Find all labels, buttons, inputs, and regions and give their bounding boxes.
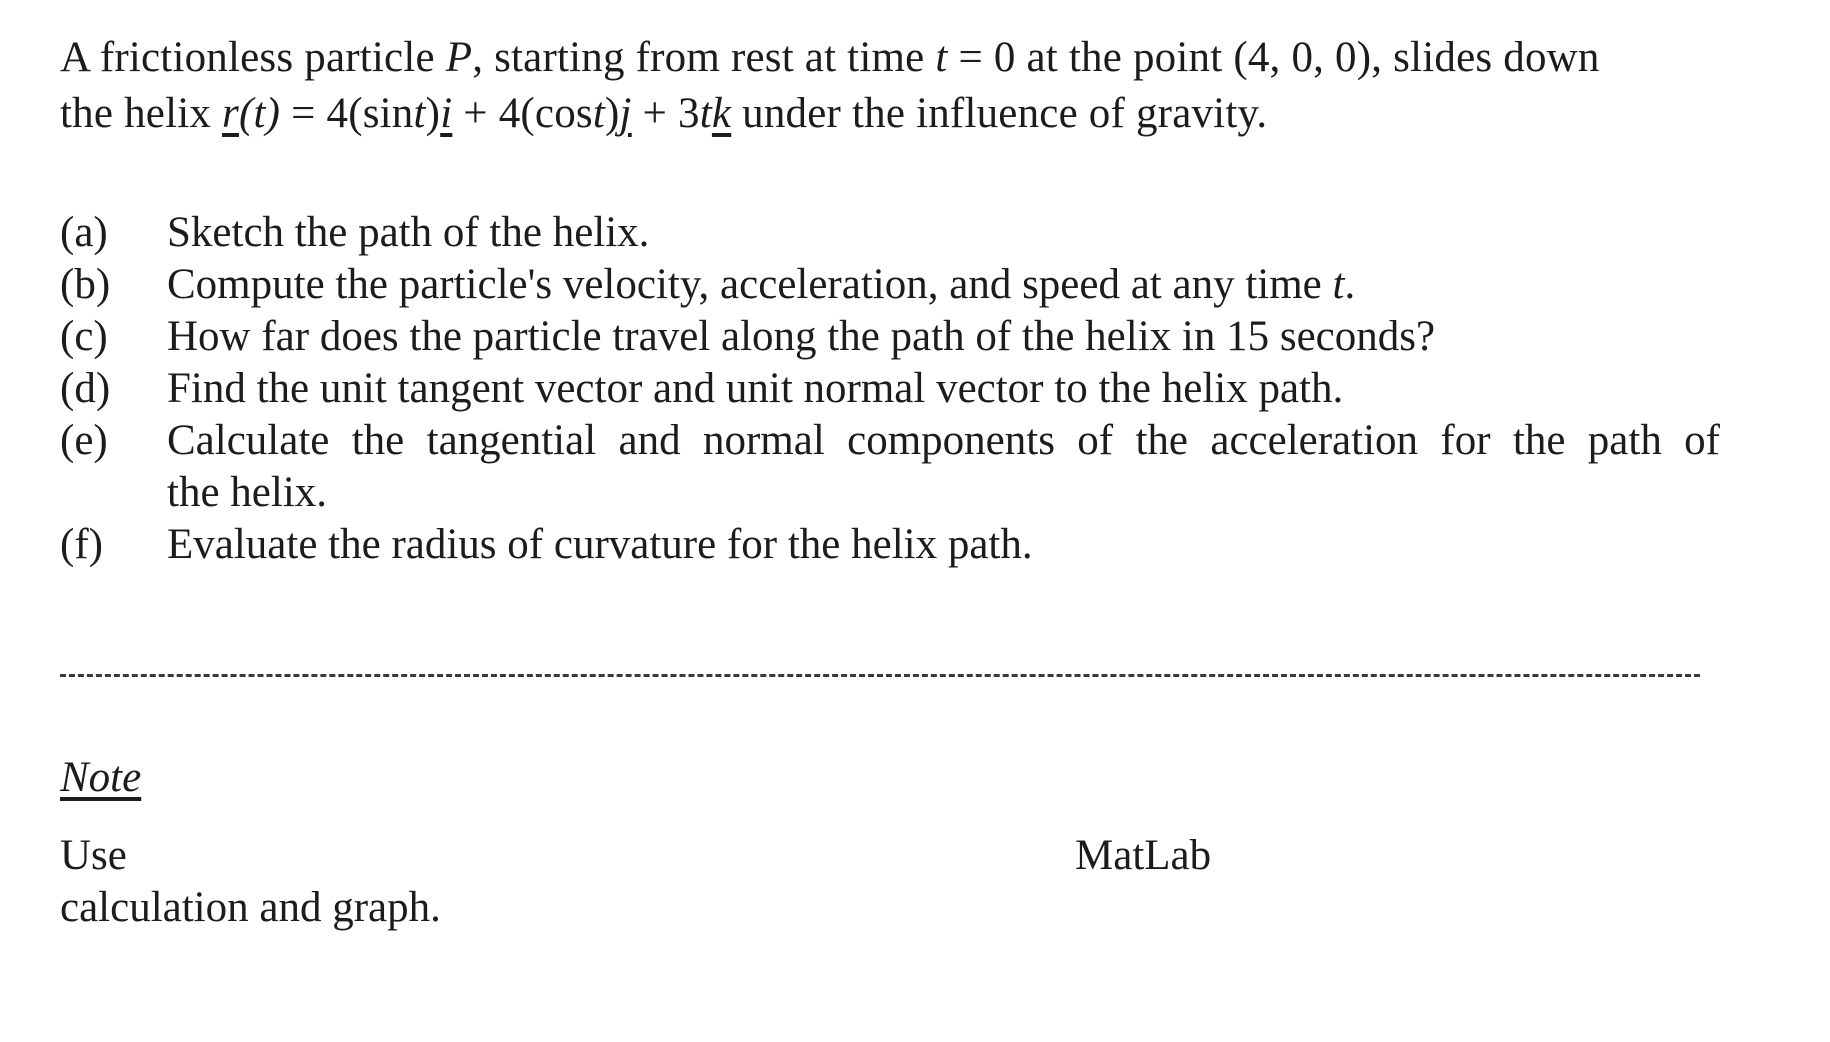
part-label: (b) — [60, 261, 111, 308]
problem-text: = 0 at the point (4, 0, 0), slides down — [947, 34, 1600, 81]
note-text-calculation: calculation and graph. — [60, 884, 441, 931]
part-text: How far does the particle travel along the path of the helix in 15 seconds? — [167, 313, 1436, 360]
part-text: Evaluate the radius of curvature for the helix path. — [167, 521, 1033, 568]
question-part-d — [60, 363, 1720, 415]
problem-text: , starting from rest at time — [472, 34, 936, 81]
unit-vector-k: k — [711, 90, 732, 137]
part-text: . — [1344, 261, 1356, 308]
note-text-matlab: MatLab — [1075, 832, 1212, 879]
unit-vector-j: j — [619, 90, 632, 137]
part-text: Find the unit tangent vector and unit normal vector to the helix path. — [167, 365, 1344, 412]
problem-text: the helix — [60, 90, 223, 137]
problem-line-2 — [60, 86, 1710, 142]
part-text-wrap — [167, 259, 1720, 311]
problem-statement — [60, 30, 1710, 142]
problem-variable-t: t — [699, 90, 712, 137]
problem-text: + 4(cos — [452, 90, 593, 137]
problem-text: ) — [425, 90, 441, 137]
problem-variable-t: t — [592, 90, 605, 137]
part-label: (e) — [60, 417, 108, 464]
part-label: (f) — [60, 521, 103, 568]
question-parts — [60, 207, 1720, 571]
problem-text: + 3 — [631, 90, 700, 137]
problem-variable-P: P — [445, 34, 473, 81]
problem-text: A frictionless particle — [60, 34, 446, 81]
part-variable-t: t — [1332, 261, 1345, 308]
part-label: (c) — [60, 313, 108, 360]
problem-text: ) — [605, 90, 620, 137]
dashed-divider — [60, 674, 1700, 677]
part-text: Calculate the tangential and normal components of the acceleration for the path of — [167, 417, 1720, 464]
problem-variable-t: t — [413, 90, 426, 137]
problem-line-1 — [60, 30, 1710, 86]
note-title: Note — [60, 754, 142, 801]
part-label: (a) — [60, 209, 108, 256]
vector-r: r — [222, 90, 239, 137]
problem-variable-t: t — [935, 34, 948, 81]
question-part-f — [60, 519, 1720, 571]
problem-text: = 4(sin — [280, 90, 414, 137]
unit-vector-i: i — [440, 90, 453, 137]
part-text-continued: the helix. — [167, 469, 328, 516]
note-text-use: Use — [60, 832, 127, 879]
question-part-e — [60, 415, 1720, 519]
part-label: (d) — [60, 365, 111, 412]
question-part-c — [60, 311, 1720, 363]
question-part-a — [60, 207, 1720, 259]
problem-text: under the influence of gravity. — [731, 90, 1268, 137]
part-text: Sketch the path of the helix. — [167, 209, 650, 256]
part-text: Compute the particle's velocity, acceleration, and speed at any time — [167, 261, 1333, 308]
part-text-wrap — [167, 415, 1720, 519]
question-part-b — [60, 259, 1720, 311]
problem-variable-t: (t) — [238, 90, 281, 137]
